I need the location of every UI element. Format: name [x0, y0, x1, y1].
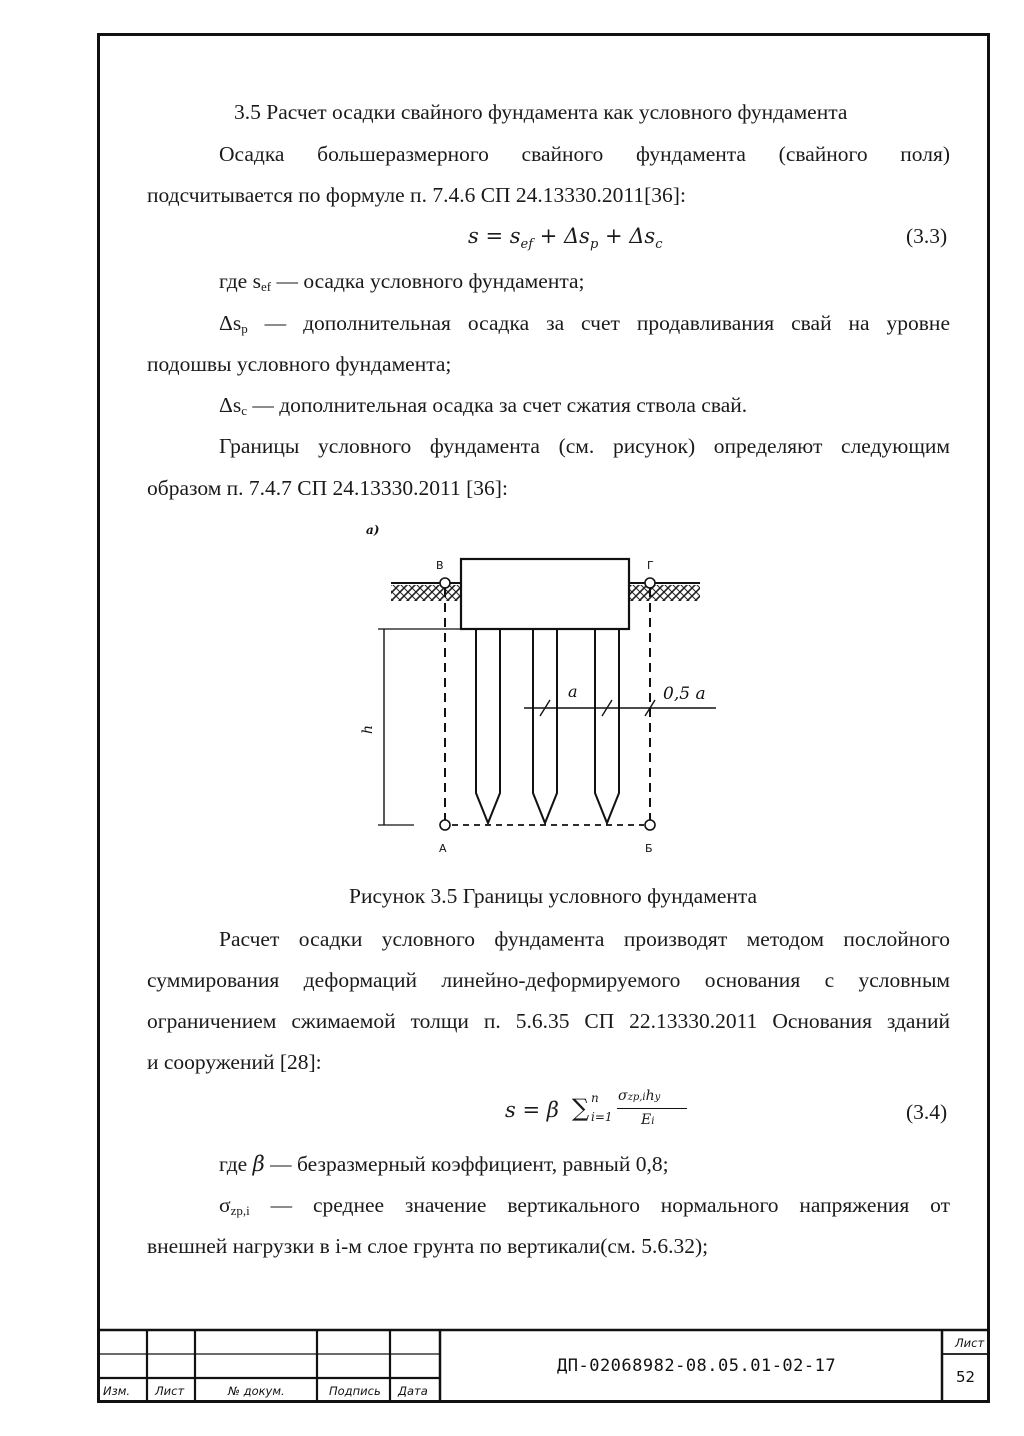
document-code: ДП-02068982-08.05.01-02-17: [557, 1356, 837, 1376]
equation-number-3-3: (3.3): [906, 224, 948, 248]
label-05a: 0,5 a: [663, 684, 706, 704]
fraction-numerator: σzp,ihy: [618, 1088, 661, 1104]
bounds-line-2: образом п. 7.4.7 СП 24.13330.2011 [36]:: [147, 476, 508, 500]
stamp-izm: Изм.: [103, 1384, 131, 1398]
section-title: 3.5 Расчет осадки свайного фундамента как условного фундамента: [234, 100, 848, 124]
label-a-dim: a: [568, 682, 578, 701]
stamp-sheet-label: Лист: [955, 1336, 985, 1350]
stamp-dokum: № докум.: [228, 1384, 285, 1398]
intro-line-2: подсчитывается по формуле п. 7.4.6 СП 24.13330.2011[36]:: [147, 183, 686, 207]
stamp-podpis: Подпись: [329, 1384, 381, 1398]
where-sef: где sef — осадка условного фундамента;: [219, 269, 585, 294]
panel-label: а): [366, 523, 380, 537]
stamp-list: Лист: [155, 1384, 185, 1398]
page-number: 52: [956, 1368, 976, 1386]
pile-1: [476, 629, 500, 823]
equation-number-3-4: (3.4): [906, 1100, 948, 1124]
calc-line-1: Расчет осадки условного фундамента производят методом послойного: [219, 927, 950, 951]
soil-hatch-right: [629, 585, 700, 601]
pile-2: [533, 629, 557, 823]
intro-line-1: Осадка большеразмерного свайного фундамента (свайного поля): [219, 142, 950, 166]
formula-3-4: [505, 1088, 705, 1138]
bounds-line-1: Границы условного фундамента (см. рисунок) определяют следующим: [219, 434, 950, 458]
calc-line-4: и сооружений [28]:: [147, 1050, 322, 1074]
fraction-bar: [617, 1108, 687, 1109]
point-b: [645, 820, 655, 830]
where-sigma-line-1: σzp,i — среднее значение вертикального нормального напряжения от: [219, 1193, 950, 1218]
sum-symbol: ∑: [572, 1094, 590, 1122]
where-dsp-line-2: подошвы условного фундамента;: [147, 352, 452, 376]
point-g: [645, 578, 655, 588]
figure-caption: Рисунок 3.5 Границы условного фундамента: [349, 884, 758, 908]
where-dsp-line-1: Δsp — дополнительная осадка за счет продавливания свай на уровне: [219, 311, 950, 336]
fraction-denominator: Ei: [641, 1112, 655, 1128]
where-beta: где β — безразмерный коэффициент, равный 0,8;: [219, 1152, 669, 1176]
label-h: h: [360, 724, 376, 734]
sum-lower: i=1: [591, 1110, 613, 1124]
calc-line-3: ограничением сжимаемой толщи п. 5.6.35 СП 22.13330.2011 Основания зданий: [147, 1009, 950, 1033]
label-v: В: [436, 559, 444, 572]
label-g: Г: [647, 559, 654, 572]
point-a: [440, 820, 450, 830]
pile-cap: [461, 559, 629, 629]
label-a: А: [439, 842, 447, 855]
soil-hatch-left: [391, 585, 462, 601]
sum-upper: n: [591, 1091, 599, 1105]
where-sigma-line-2: внешней нагрузки в i-м слое грунта по вертикали(см. 5.6.32);: [147, 1234, 709, 1258]
label-b: Б: [645, 842, 653, 855]
where-dsc: Δsc — дополнительная осадка за счет сжатия ствола свай.: [219, 393, 748, 418]
calc-line-2: суммирования деформаций линейно-деформируемого основания с условным: [147, 968, 950, 992]
pile-3: [595, 629, 619, 823]
point-v: [440, 578, 450, 588]
formula-3-3: $s = s_{ef} + \Delta s_p + \Delta s_c$: [468, 224, 663, 253]
stamp-data: Дата: [398, 1384, 428, 1398]
formula-lhs: s = β: [505, 1098, 559, 1122]
